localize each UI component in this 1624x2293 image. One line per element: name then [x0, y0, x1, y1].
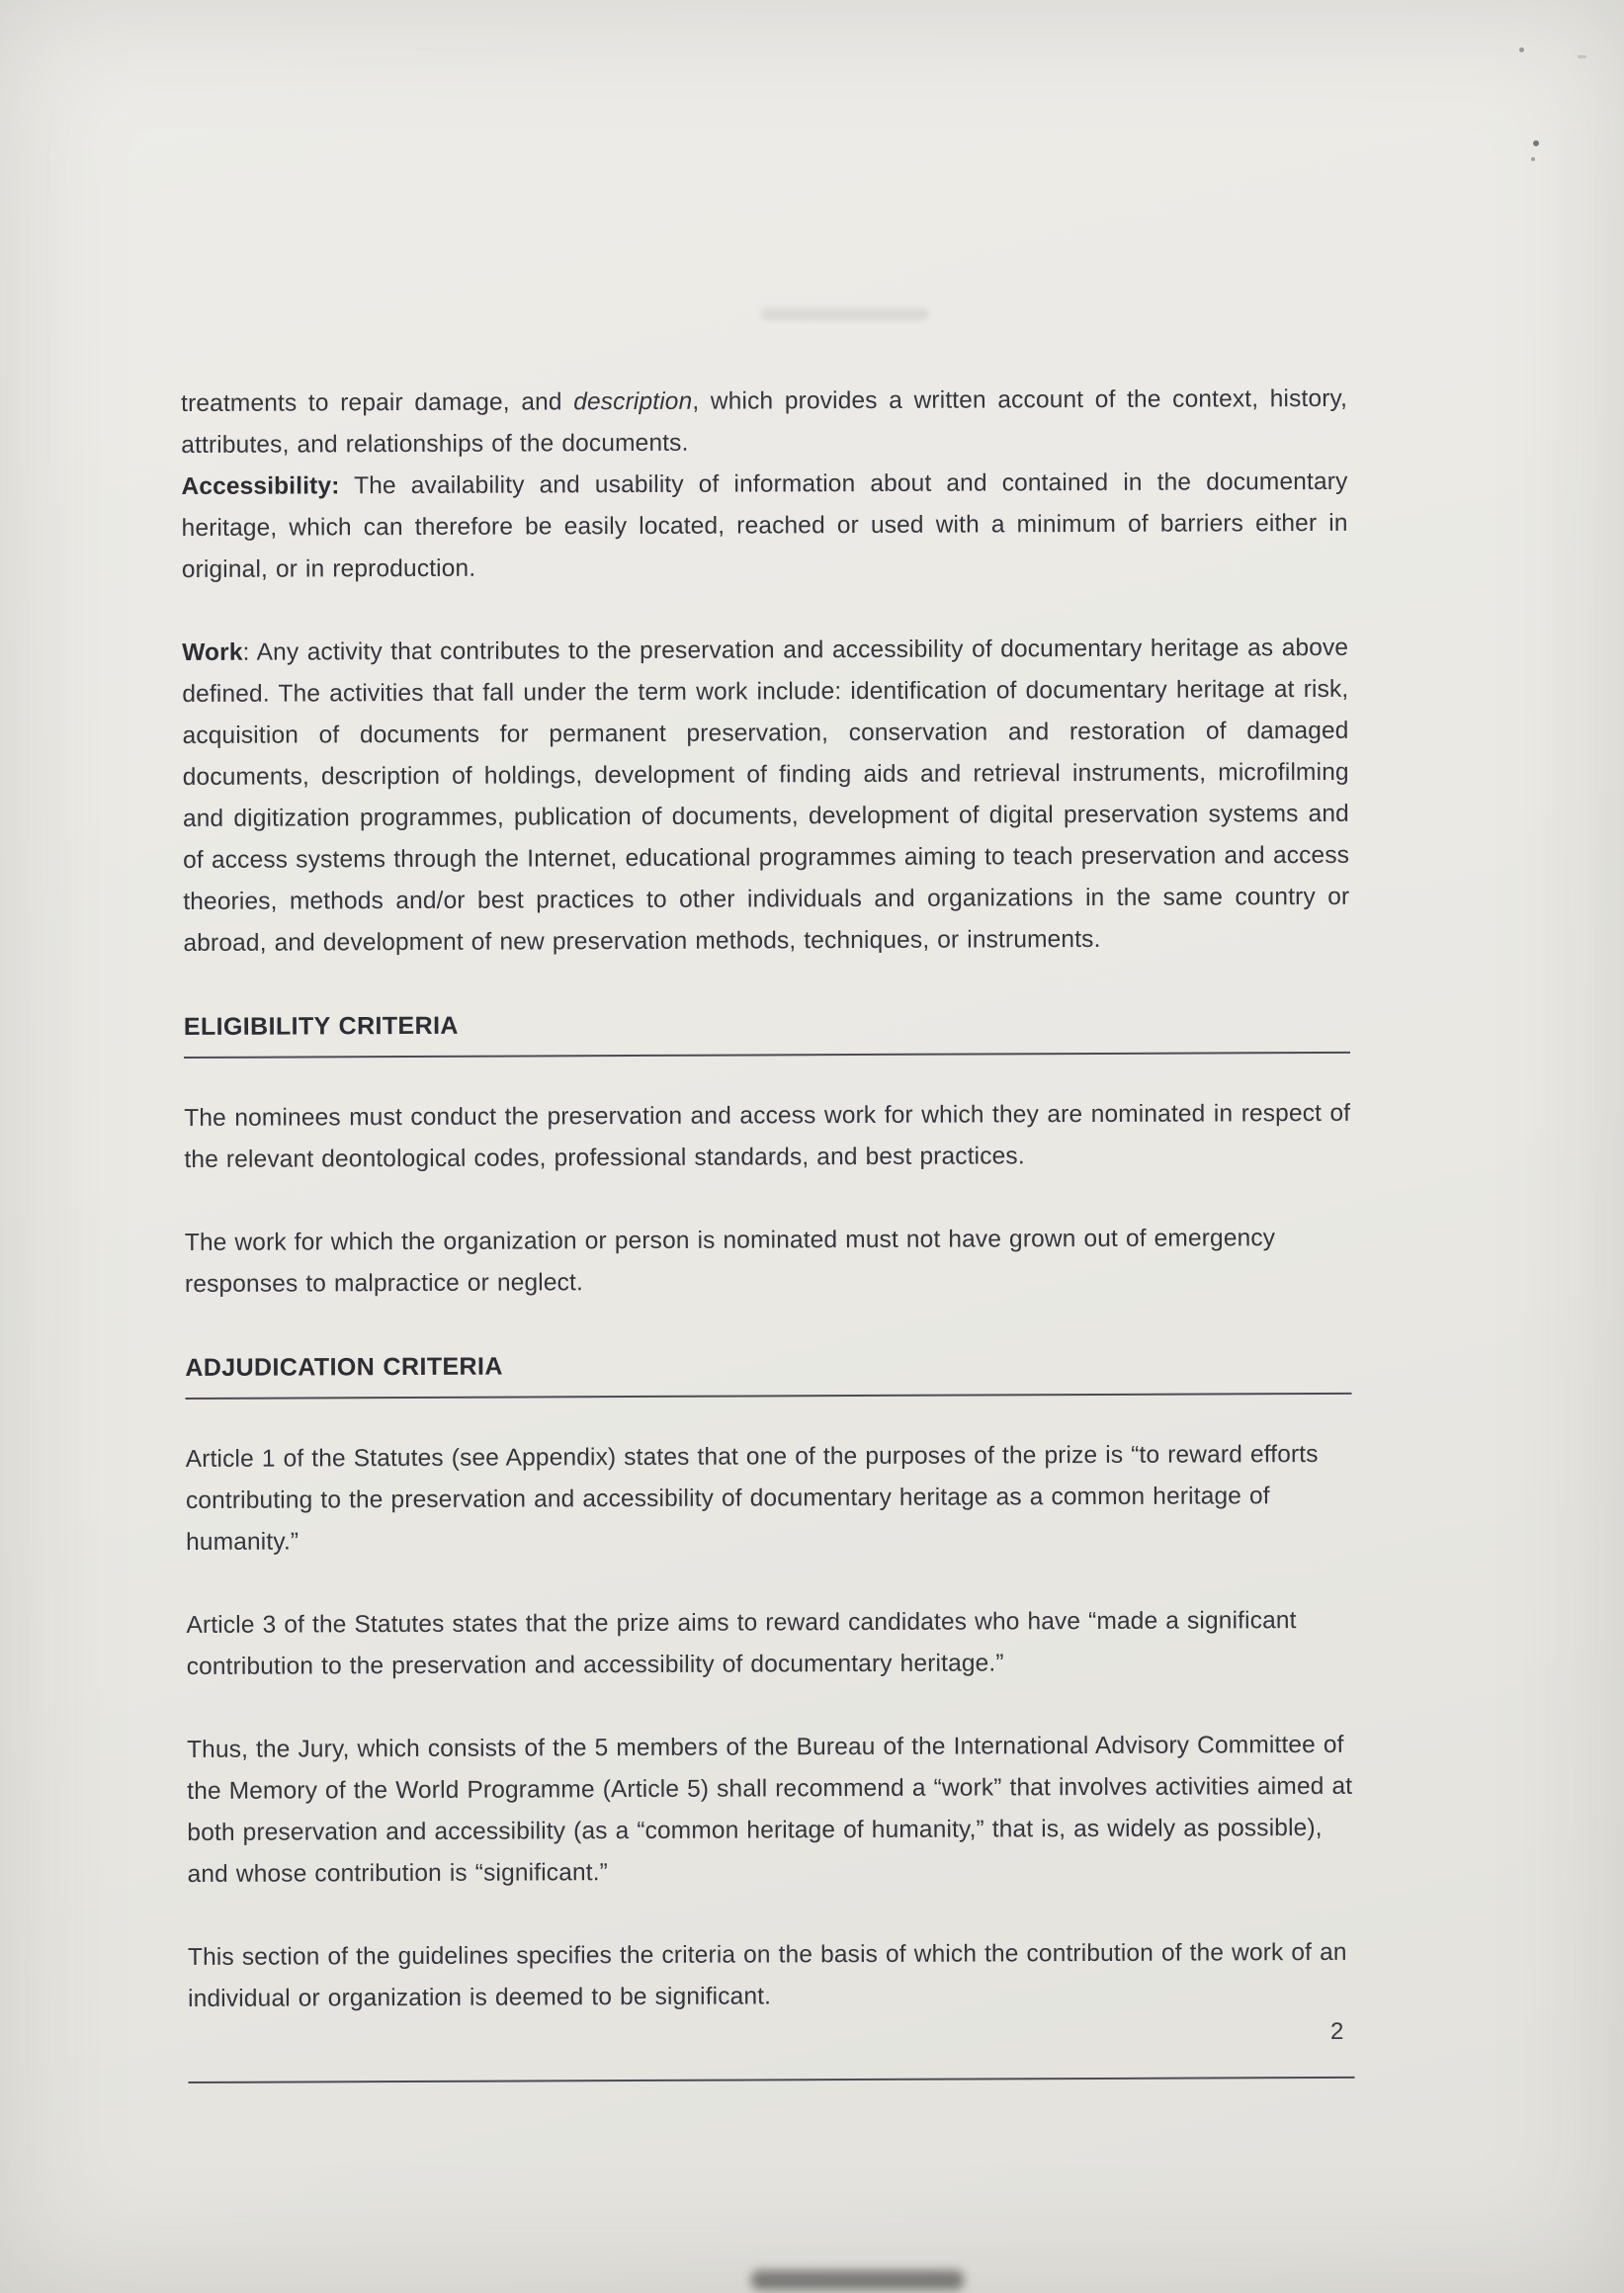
term-accessibility: Accessibility:	[181, 472, 340, 500]
paragraph-work-definition	[182, 628, 1349, 965]
paragraph-article-1: Article 1 of the Statutes (see Appendix) states that one of the purposes of the prize is “to reward efforts contributing to the preservation and accessibility of documentary heritage as a common heritage of humanity.”	[185, 1440, 1319, 1556]
scan-smudge	[751, 2270, 964, 2290]
scan-smudge	[761, 308, 929, 320]
text-run: treatments to repair damage, and	[181, 388, 574, 417]
term-work: Work	[182, 638, 243, 666]
paragraph-accessibility-definition	[181, 462, 1348, 591]
text-run: , which provides a written account of the context, history, attributes, and relationships of the documents.	[181, 384, 1348, 459]
scan-speck	[1519, 47, 1524, 52]
scan-speck	[1531, 157, 1535, 161]
paragraph-article-3: Article 3 of the Statutes states that the prize aims to reward candidates who have “made a significant contribution to the preservation and accessibility of documentary heritage.”	[186, 1607, 1297, 1680]
paragraph-eligibility-1: The nominees must conduct the preservation and access work for which they are nominated in respect of the relevant deontological codes, professional standards, and best practices.	[184, 1099, 1351, 1173]
section-heading-eligibility-criteria: ELIGIBILITY CRITERIA	[184, 1001, 1350, 1059]
scan-speck	[1578, 55, 1586, 58]
page-number: 2	[1330, 2018, 1344, 2045]
text-run: The availability and usability of information about and contained in the documentary heritage, which can therefore be easily located, reached or used with a minimum of barriers either in original, or in reproduction.	[181, 467, 1348, 583]
section-heading-adjudication-criteria: ADJUDICATION CRITERIA	[185, 1342, 1351, 1400]
paragraph-description-definition	[181, 379, 1347, 467]
paragraph-eligibility-2: The work for which the organization or person is nominated must not have grown out of emergency responses to malpractice or neglect.	[184, 1225, 1276, 1298]
scan-speck	[1533, 140, 1539, 146]
paragraph-jury: Thus, the Jury, which consists of the 5 members of the Bureau of the International Advisory Committee of the Memory of the World Programme (Article 5) shall recommend a “work” that involves activities aimed at both preservation and accessibility (as a “common heritage of humanity,” that is, as widely as possible), and whose contribution is “significant.”	[186, 1731, 1353, 1888]
page-content	[181, 379, 1354, 2083]
text-run-italic: description	[573, 387, 693, 416]
text-run: : Any activity that contributes to the preservation and accessibility of documentary heritage as above defined. The activities that fall under the term work include: identification of documentary heritage at risk, acquisition of documents for permanent preservation, conservation and restoration of damaged documents, description of holdings, development of finding aids and retrieval instruments, microfilming and digitization programmes, publication of documents, development of digital preservation systems and of access systems through the Internet, educational programmes aiming to teach preservation and access theories, methods and/or best practices to other individuals and organizations in the same country or abroad, and development of new preservation methods, techniques, or instruments.	[182, 634, 1350, 957]
paragraph-section-note: This section of the guidelines specifies the criteria on the basis of which the contribution of the work of an individual or organization is deemed to be significant.	[187, 1938, 1347, 2012]
horizontal-rule	[188, 2077, 1354, 2083]
